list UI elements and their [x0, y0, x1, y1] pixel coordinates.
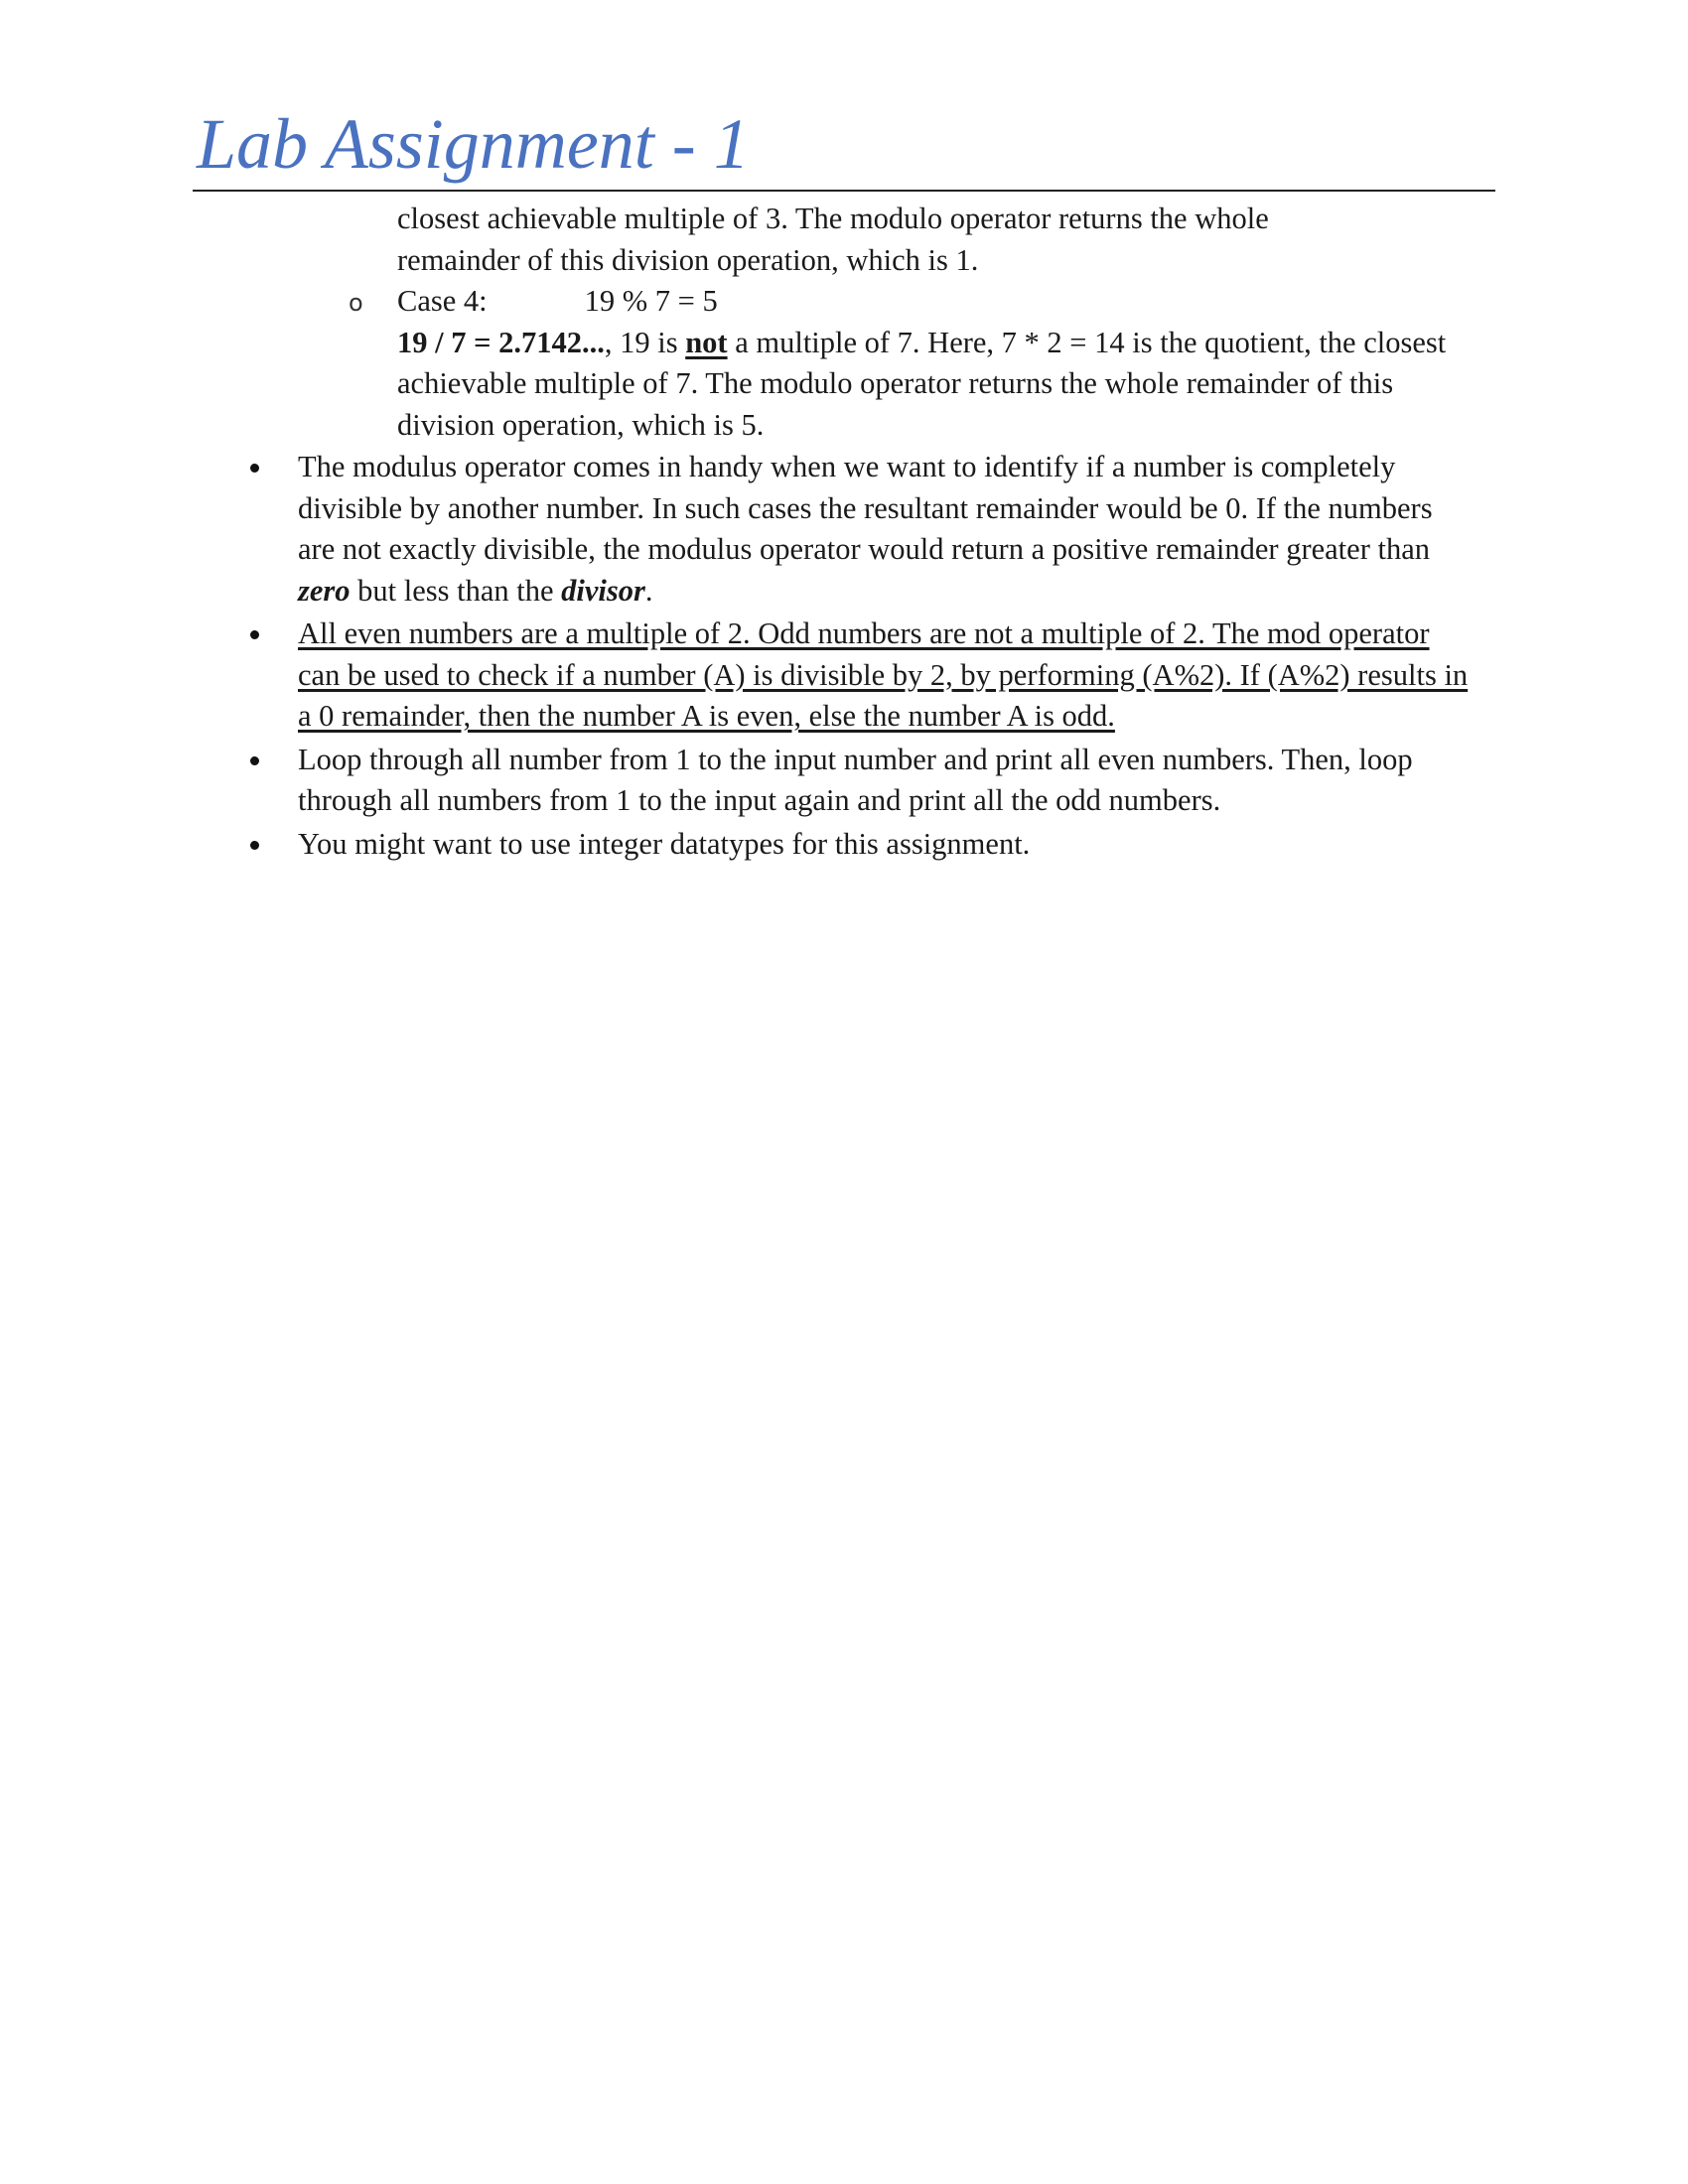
bullet-1-divisor: divisor [561, 573, 645, 608]
page-title: Lab Assignment - 1 [197, 104, 750, 184]
case4-text-b: a multiple of 7. Here, 7 * 2 = 14 is the quotient, the closest achievable multiple of 7. The modulo operator returns the whole remainder of this division operation, which is 5. [397, 325, 1447, 442]
bullet-dot-icon [250, 630, 259, 639]
hollow-circle-bullet-icon: o [349, 289, 363, 317]
bullet-dot-icon [250, 756, 259, 765]
bullet-1-zero: zero [298, 573, 351, 608]
bullet-dot-icon [250, 841, 259, 850]
bullet-1-text-b: but less than the [350, 573, 562, 608]
continuation-line-2: remainder of this division operation, which is 1. [397, 242, 979, 277]
case4-item [397, 281, 1470, 446]
case4-not-emphasis: not [685, 325, 728, 359]
bullet-item-modulus [250, 447, 1474, 612]
bullet-item-datatypes [250, 824, 1474, 866]
title-underline-rule [193, 190, 1495, 192]
case4-text-a: , 19 is [604, 325, 686, 359]
case4-explanation [397, 323, 1470, 447]
bullet-4-text: You might want to use integer datatypes for this assignment. [298, 826, 1031, 861]
bullet-list [250, 447, 1474, 867]
bullet-item-even-odd [250, 614, 1474, 738]
case3-continuation [397, 199, 1470, 281]
bullet-dot-icon [250, 464, 259, 473]
continuation-line-1: closest achievable multiple of 3. The modulo operator returns the whole [397, 202, 1269, 235]
bullet-1-text-a: The modulus operator comes in handy when we want to identify if a number is completely divisible by another number. In such cases the resultant remainder would be 0. If the numbers are not exactly divisible, the modulus operator would return a positive remainder greater than [298, 450, 1433, 566]
case4-heading [397, 281, 1470, 323]
case4-division: 19 / 7 = 2.7142... [397, 325, 605, 359]
bullet-2-text: All even numbers are a multiple of 2. Odd numbers are not a multiple of 2. The mod operator can be used to check if a number (A) is divisible by 2, by performing (A%2). If (A%2) results in a 0 remainder, then the number A is even, else the number A is odd. [298, 616, 1469, 733]
bullet-item-loop [250, 740, 1474, 822]
case4-label: Case 4: [397, 284, 488, 318]
case4-expression: 19 % 7 = 5 [584, 284, 718, 318]
bullet-3-text: Loop through all number from 1 to the input number and print all even numbers. Then, loop through all numbers from 1 to the input again and print all the odd numbers. [298, 742, 1413, 817]
bullet-1-text-c: . [644, 573, 653, 608]
